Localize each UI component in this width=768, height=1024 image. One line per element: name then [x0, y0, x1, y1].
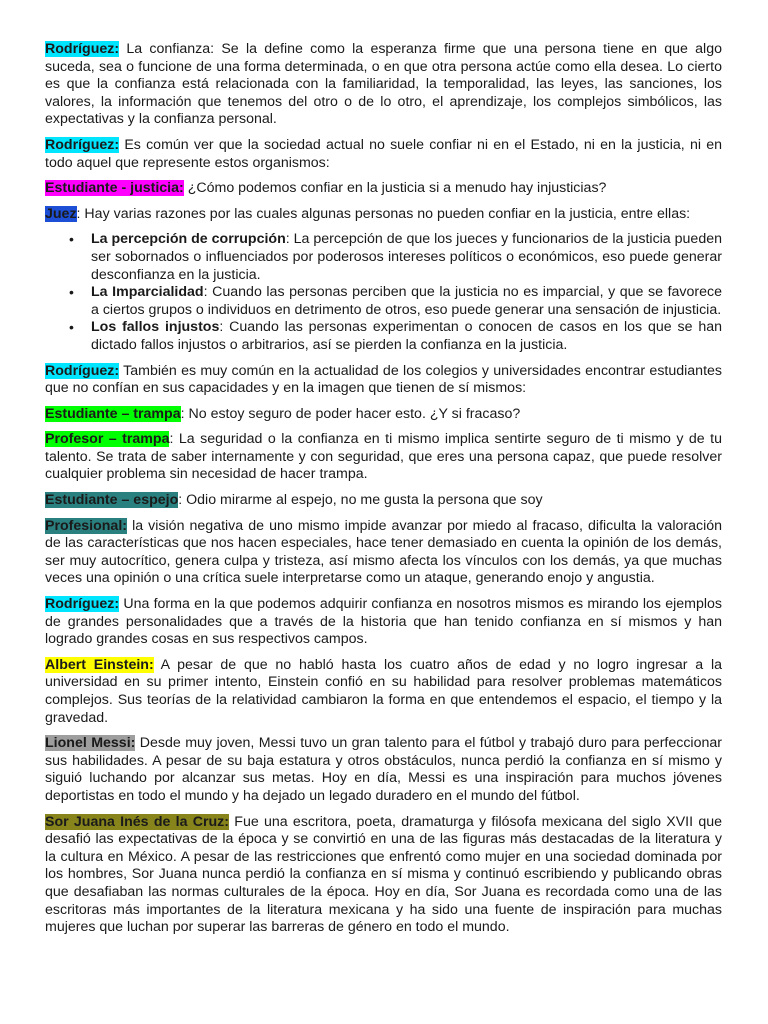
speaker-label-rodriguez: Rodríguez:	[45, 596, 120, 613]
paragraph-lionel-messi	[45, 735, 722, 805]
speaker-label-rodriguez: Rodríguez:	[45, 41, 120, 57]
bullet-term: La Imparcialidad	[91, 284, 204, 301]
paragraph-juez	[45, 206, 722, 224]
speaker-label-sor-juana: Sor Juana Inés de la Cruz:	[45, 813, 230, 830]
paragraph-text: : No estoy seguro de poder hacer esto. ¿Y si fracaso?	[180, 405, 521, 422]
paragraph-text: Una forma en la que podemos adquirir confianza en nosotros mismos es mirando los ejemplos de grandes personalidades que a través de la historia que han tenido confianza en sí mismos y han logrado grandes cosas en sus respectivos campos.	[45, 596, 722, 648]
paragraph-text: : La seguridad o la confianza en ti mismo implica sentirte seguro de ti mismo y de tu talento. Se trata de saber internamente y con seguridad, que eres una persona capaz, que puede resolver cualquier problema sin necesidad de hacer trampa.	[45, 431, 722, 483]
paragraph-text: Desde muy joven, Messi tuvo un gran talento para el fútbol y trabajó duro para perfeccionar sus habilidades. A pesar de su baja estatura y otros obstáculos, nunca perdió la confianza en sí mismo y siguió luchando por alcanzar sus metas. Hoy en día, Messi es una inspiración para muchos jóvenes deportistas en todo el mundo y ha dejado un legado duradero en el mundo del fútbol.	[45, 735, 722, 804]
paragraph-profesor-trampa	[45, 431, 722, 484]
document-page	[45, 41, 722, 945]
speaker-label-messi: Lionel Messi:	[45, 735, 136, 752]
bullet-text: : Cuando las personas experimentan o conocen de casos en los que se han dictado fallos injustos o arbitrarios, así se pierden la confianza en la justicia.	[91, 319, 722, 353]
bullet-text: : Cuando las personas perciben que la justicia no es imparcial, y que se favorece a ciertos grupos o individuos en detrimento de otros, eso puede generar una sensación de injusticia.	[91, 284, 722, 318]
paragraph-text: A pesar de que no habló hasta los cuatro años de edad y no logro ingresar a la universidad en su primer intento, Einstein confió en su habilidad para resolver problemas matemáticos complejos. Sus teorías de la relatividad cambiaron la forma en que entendemos el espacio, el tiempo y la gravedad.	[45, 656, 723, 726]
paragraph-rodriguez-estudiantes	[45, 363, 722, 398]
paragraph-text: Es común ver que la sociedad actual no suele confiar ni en el Estado, ni en la justicia, ni en todo aquel que represente estos organismos:	[45, 136, 722, 171]
paragraph-text: También es muy común en la actualidad de los colegios y universidades encontrar estudiantes que no confían en sus capacidades y en la imagen que tienen de sí mismos:	[45, 362, 722, 397]
paragraph-estudiante-justicia	[45, 180, 722, 198]
paragraph-estudiante-trampa	[45, 406, 722, 424]
paragraph-profesional	[45, 518, 722, 588]
paragraph-rodriguez-ejemplos	[45, 596, 722, 649]
speaker-label-rodriguez: Rodríguez:	[45, 136, 120, 153]
paragraph-text: : Hay varias razones por las cuales algunas personas no pueden confiar en la justicia, entre ellas:	[76, 205, 691, 222]
speaker-label-estudiante-trampa: Estudiante – trampa	[45, 405, 181, 422]
paragraph-albert-einstein	[45, 657, 722, 727]
paragraph-text: La confianza: Se la define como la esperanza firme que una persona tiene en que algo suceda, sea o funcione de una forma determinada, o en que otra persona actúe como ella desea. Lo cierto es que la confianza está relacionada con la familiaridad, la temporalidad, las leyes, las sanciones, los valores, la información que tenemos del otro o de lo otro, el aprendizaje, los complejos simbólicos, las expectativas y la confianza personal.	[45, 41, 722, 128]
speaker-label-juez: Juez	[45, 205, 77, 222]
list-item	[91, 284, 722, 319]
paragraph-sor-juana	[45, 814, 722, 937]
paragraph-rodriguez-sociedad	[45, 137, 722, 172]
paragraph-text: Fue una escritora, poeta, dramaturga y filósofa mexicana del siglo XVII que desafió las expectativas de la época y se convirtió en una de las figuras más destacadas de la literatura y la cultura en México. A pesar de las restricciones que enfrentó como mujer en una sociedad dominada por los hombres, Sor Juana nunca perdió la confianza en sí misma y continuó escribiendo y publicando obras que desafiaban las normas culturales de la época. Hoy en día, Sor Juana es recordada como una de las escritoras más importantes de la literatura mexicana y ha sido una fuente de inspiración para muchas mujeres que luchan por superar las barreras de género en todo el mundo.	[45, 813, 722, 936]
speaker-label-einstein: Albert Einstein:	[45, 656, 154, 673]
speaker-label-rodriguez: Rodríguez:	[45, 362, 120, 379]
paragraph-text: la visión negativa de uno mismo impide avanzar por miedo al fracaso, dificulta la valoración de las características que nos hacen especiales, hace tener demasiado en cuenta la opinión de los demás, ser muy autocrítico, genera culpa y tristeza, así mismo afecta los vínculos con los demás, ya que muchas veces una opinión o una crítica suele interpretarse como un ataque, generando enojo y angustia.	[45, 517, 722, 587]
bullet-list-razones	[45, 231, 722, 354]
speaker-label-profesional: Profesional:	[45, 517, 127, 534]
speaker-label-profesor-trampa: Profesor – trampa	[45, 431, 170, 448]
bullet-term: Los fallos injustos	[91, 319, 220, 336]
speaker-label-estudiante-espejo: Estudiante – espejo	[45, 492, 179, 509]
bullet-term: La percepción de corrupción	[91, 231, 286, 248]
speaker-label-estudiante-justicia: Estudiante - justicia:	[45, 180, 184, 197]
paragraph-text: : Odio mirarme al espejo, no me gusta la persona que soy	[178, 492, 543, 509]
list-item	[91, 319, 722, 354]
paragraph-estudiante-espejo	[45, 492, 722, 510]
paragraph-rodriguez-confianza	[45, 41, 722, 129]
list-item	[91, 231, 722, 284]
paragraph-text: ¿Cómo podemos confiar en la justicia si a menudo hay injusticias?	[183, 180, 607, 197]
bullet-text: : La percepción de que los jueces y funcionarios de la justicia pueden ser sobornados o influenciados por poderosos intereses políticos o económicos, eso puede generar desconfianza en la justicia.	[91, 231, 722, 283]
